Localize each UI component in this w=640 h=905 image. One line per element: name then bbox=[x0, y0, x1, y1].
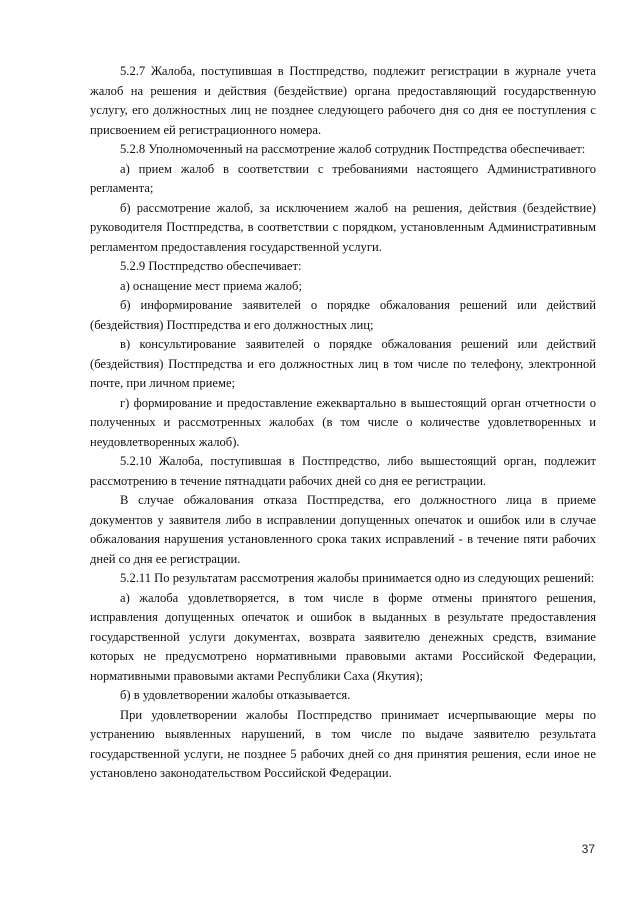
paragraph-5-2-11-a: а) жалоба удовлетворяется, в том числе в форме отмены принятого решения, исправления допущенных опечаток и ошибок в выданных в результате предоставления государственной услуги документах, возврата заявителю денежных средств, взимание которых не предусмотрено нормативными правовыми актами Российской Федерации, нормативными правовыми актами Республики Саха (Якутия); bbox=[90, 590, 596, 683]
paragraph-5-2-11-b: б) в удовлетворении жалобы отказывается. bbox=[120, 688, 351, 702]
page-number: 37 bbox=[581, 842, 595, 856]
paragraph-5-2-10: 5.2.10 Жалоба, поступившая в Постпредство, либо вышестоящий орган, подлежит рассмотрению в течение пятнадцати рабочих дней со дня ее регистрации. bbox=[90, 454, 596, 488]
paragraph-satisfaction-measures: При удовлетворении жалобы Постпредство принимает исчерпывающие меры по устранению выявленных нарушений, в том числе по выдаче заявителю результата государственной услуги, не позднее 5 рабочих дней со дня принятия решения, если иное не установлено законодательством Российской Федерации. bbox=[90, 707, 596, 780]
paragraph-5-2-8: 5.2.8 Уполномоченный на рассмотрение жалоб сотрудник Постпредства обеспечивает: bbox=[120, 142, 586, 156]
paragraph-5-2-7: 5.2.7 Жалоба, поступившая в Постпредство, подлежит регистрации в журнале учета жалоб на решения и действия (бездействие) органа предоставляющий государственную услугу, его должностных лиц не позднее следующего рабочего дня со дня ее поступления с присвоением ей регистрационного номера. bbox=[90, 64, 596, 137]
paragraph-5-2-8-a: а) прием жалоб в соответствии с требованиями настоящего Административного регламента; bbox=[90, 161, 596, 195]
paragraph-5-2-10-refusal: В случае обжалования отказа Постпредства, его должностного лица в приеме документов у заявителя либо в исправлении допущенных опечаток и ошибок или в случае обжалования нарушения установленного срока таких исправлений - в течение пяти рабочих дней со дня ее регистрации. bbox=[90, 493, 596, 566]
paragraph-5-2-9-a: а) оснащение мест приема жалоб; bbox=[120, 278, 302, 293]
paragraph-5-2-9-v: в) консультирование заявителей о порядке обжалования решений или действий (бездействия) Постпредства и его должностных лиц в том числе по телефону, электронной почте, при личном приеме; bbox=[90, 337, 596, 390]
paragraph-5-2-9-g: г) формирование и предоставление ежеквартально в вышестоящий орган отчетности о полученных и рассмотренных жалобах (в том числе о количестве удовлетворенных и неудовлетворенных жалоб). bbox=[90, 395, 596, 449]
paragraph-5-2-9: 5.2.9 Постпредство обеспечивает: bbox=[120, 259, 302, 273]
paragraph-5-2-11: 5.2.11 По результатам рассмотрения жалобы принимается одно из следующих решений: bbox=[120, 571, 595, 585]
document-body bbox=[90, 62, 596, 784]
paragraph-5-2-9-b: б) информирование заявителей о порядке обжалования решений или действий (бездействия) Постпредства и его должностных лиц; bbox=[90, 298, 596, 332]
paragraph-5-2-8-b: б) рассмотрение жалоб, за исключением жалоб на решения, действия (бездействие) руководителя Постпредства, в соответствии с порядком, установленным Административным регламентом предоставления государственной услуги. bbox=[90, 200, 596, 254]
